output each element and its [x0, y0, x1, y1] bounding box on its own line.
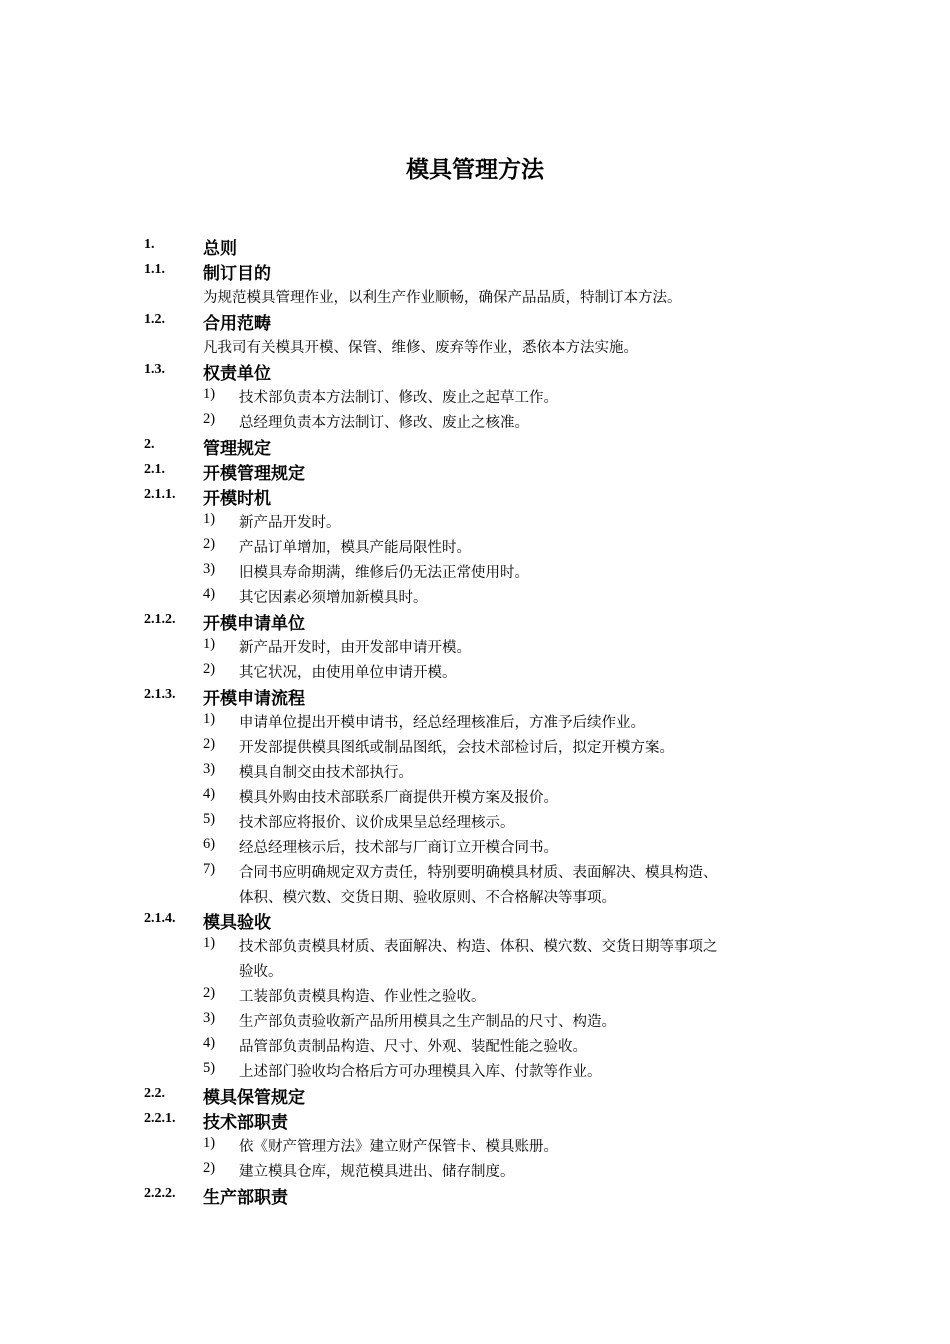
list-number: 1)	[203, 1135, 216, 1151]
list-number: 2)	[203, 661, 216, 677]
section-heading: 总则	[203, 239, 237, 259]
section-number: 2.1.4.	[144, 911, 176, 926]
list-number: 6)	[203, 836, 216, 852]
list-text: 其它因素必须增加新模具时。	[239, 590, 428, 606]
section-heading: 生产部职责	[203, 1188, 288, 1208]
list-text: 体积、模穴数、交货日期、验收原则、不合格解决等事项。	[239, 890, 616, 906]
section-number: 2.1.	[144, 462, 165, 477]
list-number: 1)	[203, 711, 216, 727]
section-heading: 技术部职责	[203, 1113, 288, 1133]
section-number: 2.2.2.	[144, 1186, 176, 1201]
paragraph-text: 为规范模具管理作业，以利生产作业顺畅，确保产品品质，特制订本方法。	[203, 290, 682, 306]
list-text: 技术部负责本方法制订、修改、废止之起草工作。	[239, 390, 558, 406]
list-text: 新产品开发时。	[239, 515, 341, 531]
list-number: 2)	[203, 536, 216, 552]
list-number: 7)	[203, 861, 216, 877]
section-number: 2.1.2.	[144, 612, 176, 627]
list-text: 模具外购由技术部联系厂商提供开模方案及报价。	[239, 790, 558, 806]
list-number: 4)	[203, 786, 216, 802]
section-number: 1.	[144, 237, 155, 252]
section-heading: 开模时机	[203, 489, 271, 509]
list-number: 1)	[203, 636, 216, 652]
section-number: 1.1.	[144, 262, 165, 277]
list-number: 3)	[203, 561, 216, 577]
list-text: 开发部提供模具图纸或制品图纸，会技术部检讨后，拟定开模方案。	[239, 740, 674, 756]
section-number: 1.3.	[144, 362, 165, 377]
list-text: 总经理负责本方法制订、修改、废止之核准。	[239, 415, 529, 431]
section-heading: 开模申请单位	[203, 614, 305, 634]
paragraph-text: 凡我司有关模具开模、保管、维修、废弃等作业，悉依本方法实施。	[203, 340, 638, 356]
list-text: 产品订单增加，模具产能局限性时。	[239, 540, 471, 556]
list-number: 1)	[203, 935, 216, 951]
section-number: 2.1.1.	[144, 487, 176, 502]
list-text: 工装部负责模具构造、作业性之验收。	[239, 989, 486, 1005]
list-number: 2)	[203, 411, 216, 427]
list-number: 1)	[203, 386, 216, 402]
list-number: 5)	[203, 1060, 216, 1076]
list-text: 经总经理核示后，技术部与厂商订立开模合同书。	[239, 840, 558, 856]
section-number: 2.1.3.	[144, 687, 176, 702]
section-heading: 模具验收	[203, 913, 271, 933]
list-number: 3)	[203, 761, 216, 777]
list-number: 2)	[203, 736, 216, 752]
list-text: 旧模具寿命期满，维修后仍无法正常使用时。	[239, 565, 529, 581]
list-number: 2)	[203, 985, 216, 1001]
section-number: 2.	[144, 437, 155, 452]
list-number: 3)	[203, 1010, 216, 1026]
list-text: 验收。	[239, 964, 283, 980]
list-number: 2)	[203, 1160, 216, 1176]
list-number: 4)	[203, 1035, 216, 1051]
section-number: 2.2.	[144, 1086, 165, 1101]
section-heading: 管理规定	[203, 439, 271, 459]
list-text: 申请单位提出开模申请书，经总经理核准后，方准予后续作业。	[239, 715, 645, 731]
page-title: 模具管理方法	[406, 156, 544, 183]
list-text: 建立模具仓库，规范模具进出、储存制度。	[239, 1164, 515, 1180]
list-text: 新产品开发时，由开发部申请开模。	[239, 640, 471, 656]
section-number: 2.2.1.	[144, 1111, 176, 1126]
section-heading: 开模申请流程	[203, 689, 305, 709]
list-text: 合同书应明确规定双方责任，特别要明确模具材质、表面解决、模具构造、	[239, 865, 718, 881]
list-text: 依《财产管理方法》建立财产保管卡、模具账册。	[239, 1139, 558, 1155]
section-heading: 制订目的	[203, 264, 271, 284]
list-text: 技术部负责模具材质、表面解决、构造、体积、模穴数、交货日期等事项之	[239, 939, 718, 955]
list-text: 上述部门验收均合格后方可办理模具入库、付款等作业。	[239, 1064, 602, 1080]
list-text: 模具自制交由技术部执行。	[239, 765, 413, 781]
section-heading: 权责单位	[203, 364, 271, 384]
list-text: 其它状况，由使用单位申请开模。	[239, 665, 457, 681]
list-text: 生产部负责验收新产品所用模具之生产制品的尺寸、构造。	[239, 1014, 616, 1030]
section-number: 1.2.	[144, 312, 165, 327]
list-text: 技术部应将报价、议价成果呈总经理核示。	[239, 815, 515, 831]
section-heading: 开模管理规定	[203, 464, 305, 484]
list-text: 品管部负责制品构造、尺寸、外观、装配性能之验收。	[239, 1039, 587, 1055]
list-number: 5)	[203, 811, 216, 827]
section-heading: 模具保管规定	[203, 1088, 305, 1108]
list-number: 4)	[203, 586, 216, 602]
list-number: 1)	[203, 511, 216, 527]
section-heading: 合用范畴	[203, 314, 271, 334]
